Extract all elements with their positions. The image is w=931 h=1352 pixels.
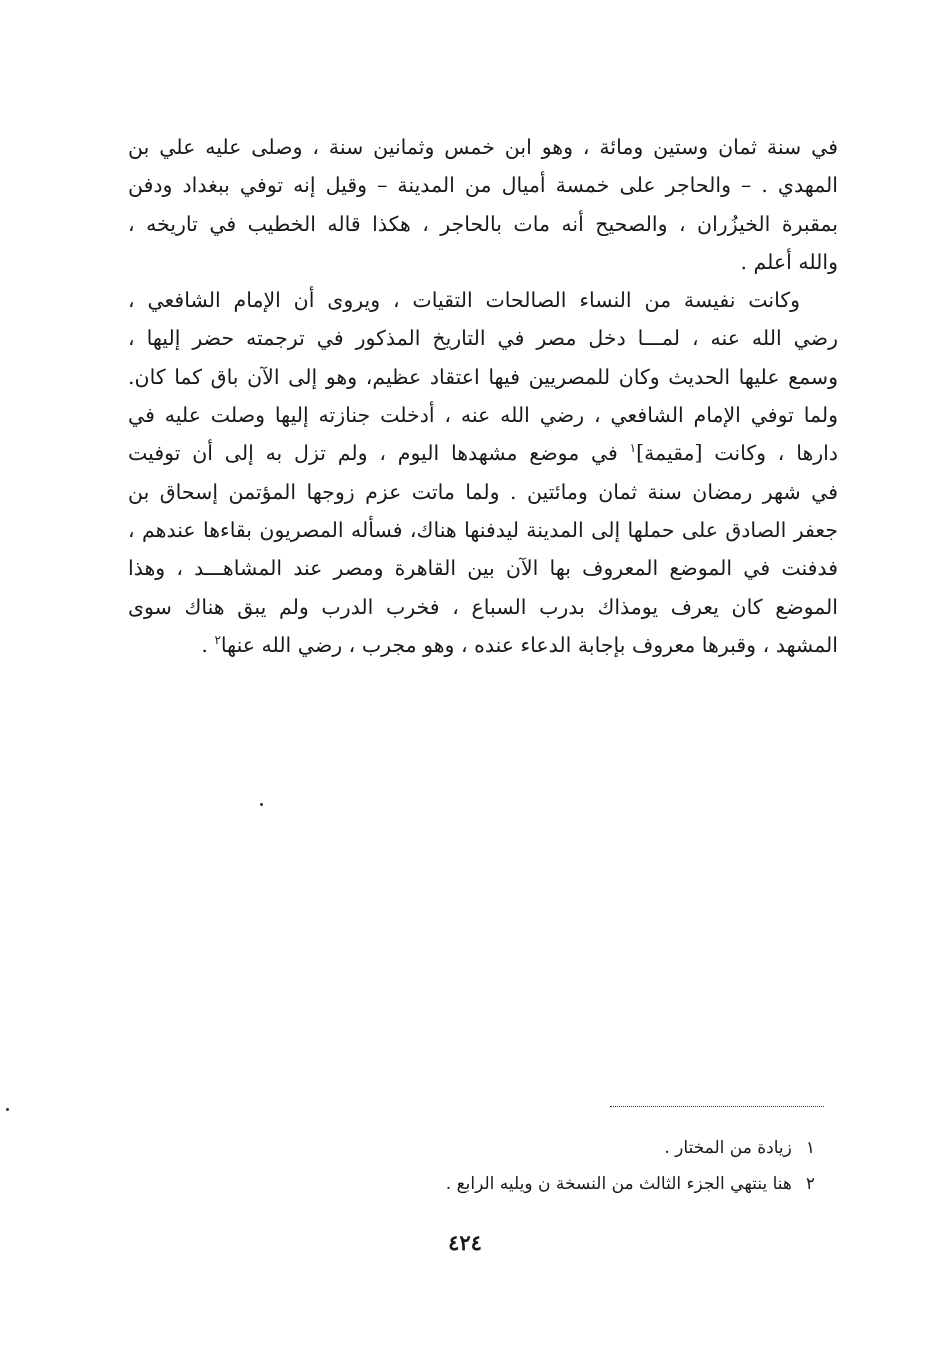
text-line: وسمع عليها الحديث وكان للمصريين فيها اعتقاد عظيم، وهو إلى الآن باق كما كان. — [128, 364, 838, 389]
footnote-separator — [610, 1106, 824, 1107]
text-line: الموضع كان يعرف يومذاك بدرب السباع ، فخرب الدرب ولم يبق هناك سوى — [128, 594, 838, 619]
footnote-ref-2: ٢ — [214, 633, 221, 648]
footnote-text: هنا ينتهي الجزء الثالث من النسخة ن ويليه الرابع . — [445, 1174, 792, 1194]
text-line: رضي الله عنه ، لمـــا دخل مصر في التاريخ المذكور في ترجمته حضر إليها ، — [128, 326, 838, 351]
text-line: جعفر الصادق على حملها إلى المدينة ليدفنها هناك، فسأله المصريون بقاءها عندهم ، — [128, 517, 838, 542]
footnote-number: ٢ — [805, 1174, 815, 1194]
page-number: ٤٢٤ — [448, 1230, 482, 1255]
text-fragment: في موضع مشهدها اليوم ، ولم تزل به إلى أن توفيت — [128, 441, 630, 466]
text-line: فدفنت في الموضع المعروف بها الآن بين القاهرة ومصر عند المشاهـــد ، وهذا — [128, 556, 838, 581]
text-line: بمقبرة الخيزُران ، والصحيح أنه مات بالحاجر ، هكذا قاله الخطيب في تاريخه ، — [128, 211, 838, 236]
footnote-1 — [420, 1130, 815, 1166]
paragraph-start-line: وكانت نفيسة من النساء الصالحات التقيات ، ويروى أن الإمام الشافعي ، — [128, 288, 800, 313]
text-line: والله أعلم . — [740, 249, 838, 274]
text-line-with-footnote — [128, 434, 838, 472]
scan-speck — [260, 803, 263, 806]
text-fragment: المشهد ، وقبرها معروف بإجابة الدعاء عنده ، وهو مجرب ، رضي الله عنها — [220, 632, 838, 657]
text-line-with-footnote — [128, 626, 838, 664]
text-fragment: . — [201, 632, 215, 657]
text-line: في شهر رمضان سنة ثمان ومائتين . ولما ماتت عزم زوجها المؤتمن إسحاق بن — [128, 479, 838, 504]
text-line: ولما توفي الإمام الشافعي ، رضي الله عنه ، أدخلت جنازته إليها وصلت عليه في — [128, 403, 838, 428]
text-line: في سنة ثمان وستين ومائة ، وهو ابن خمس وثمانين سنة ، وصلى عليه علي بن — [128, 135, 838, 159]
footnote-number: ١ — [805, 1138, 815, 1158]
footnote-2 — [420, 1166, 815, 1202]
footnote-ref-1: ١ — [629, 441, 637, 456]
footnote-text: زيادة من المختار . — [664, 1138, 792, 1158]
text-fragment: دارها ، وكانت [مقيمة] — [636, 441, 839, 466]
scan-speck — [6, 1108, 9, 1111]
body-text — [128, 128, 838, 664]
footnotes — [420, 1130, 815, 1202]
text-line: المهدي . – والحاجر على خمسة أميال من المدينة – وقيل إنه توفي ببغداد ودفن — [128, 173, 838, 198]
